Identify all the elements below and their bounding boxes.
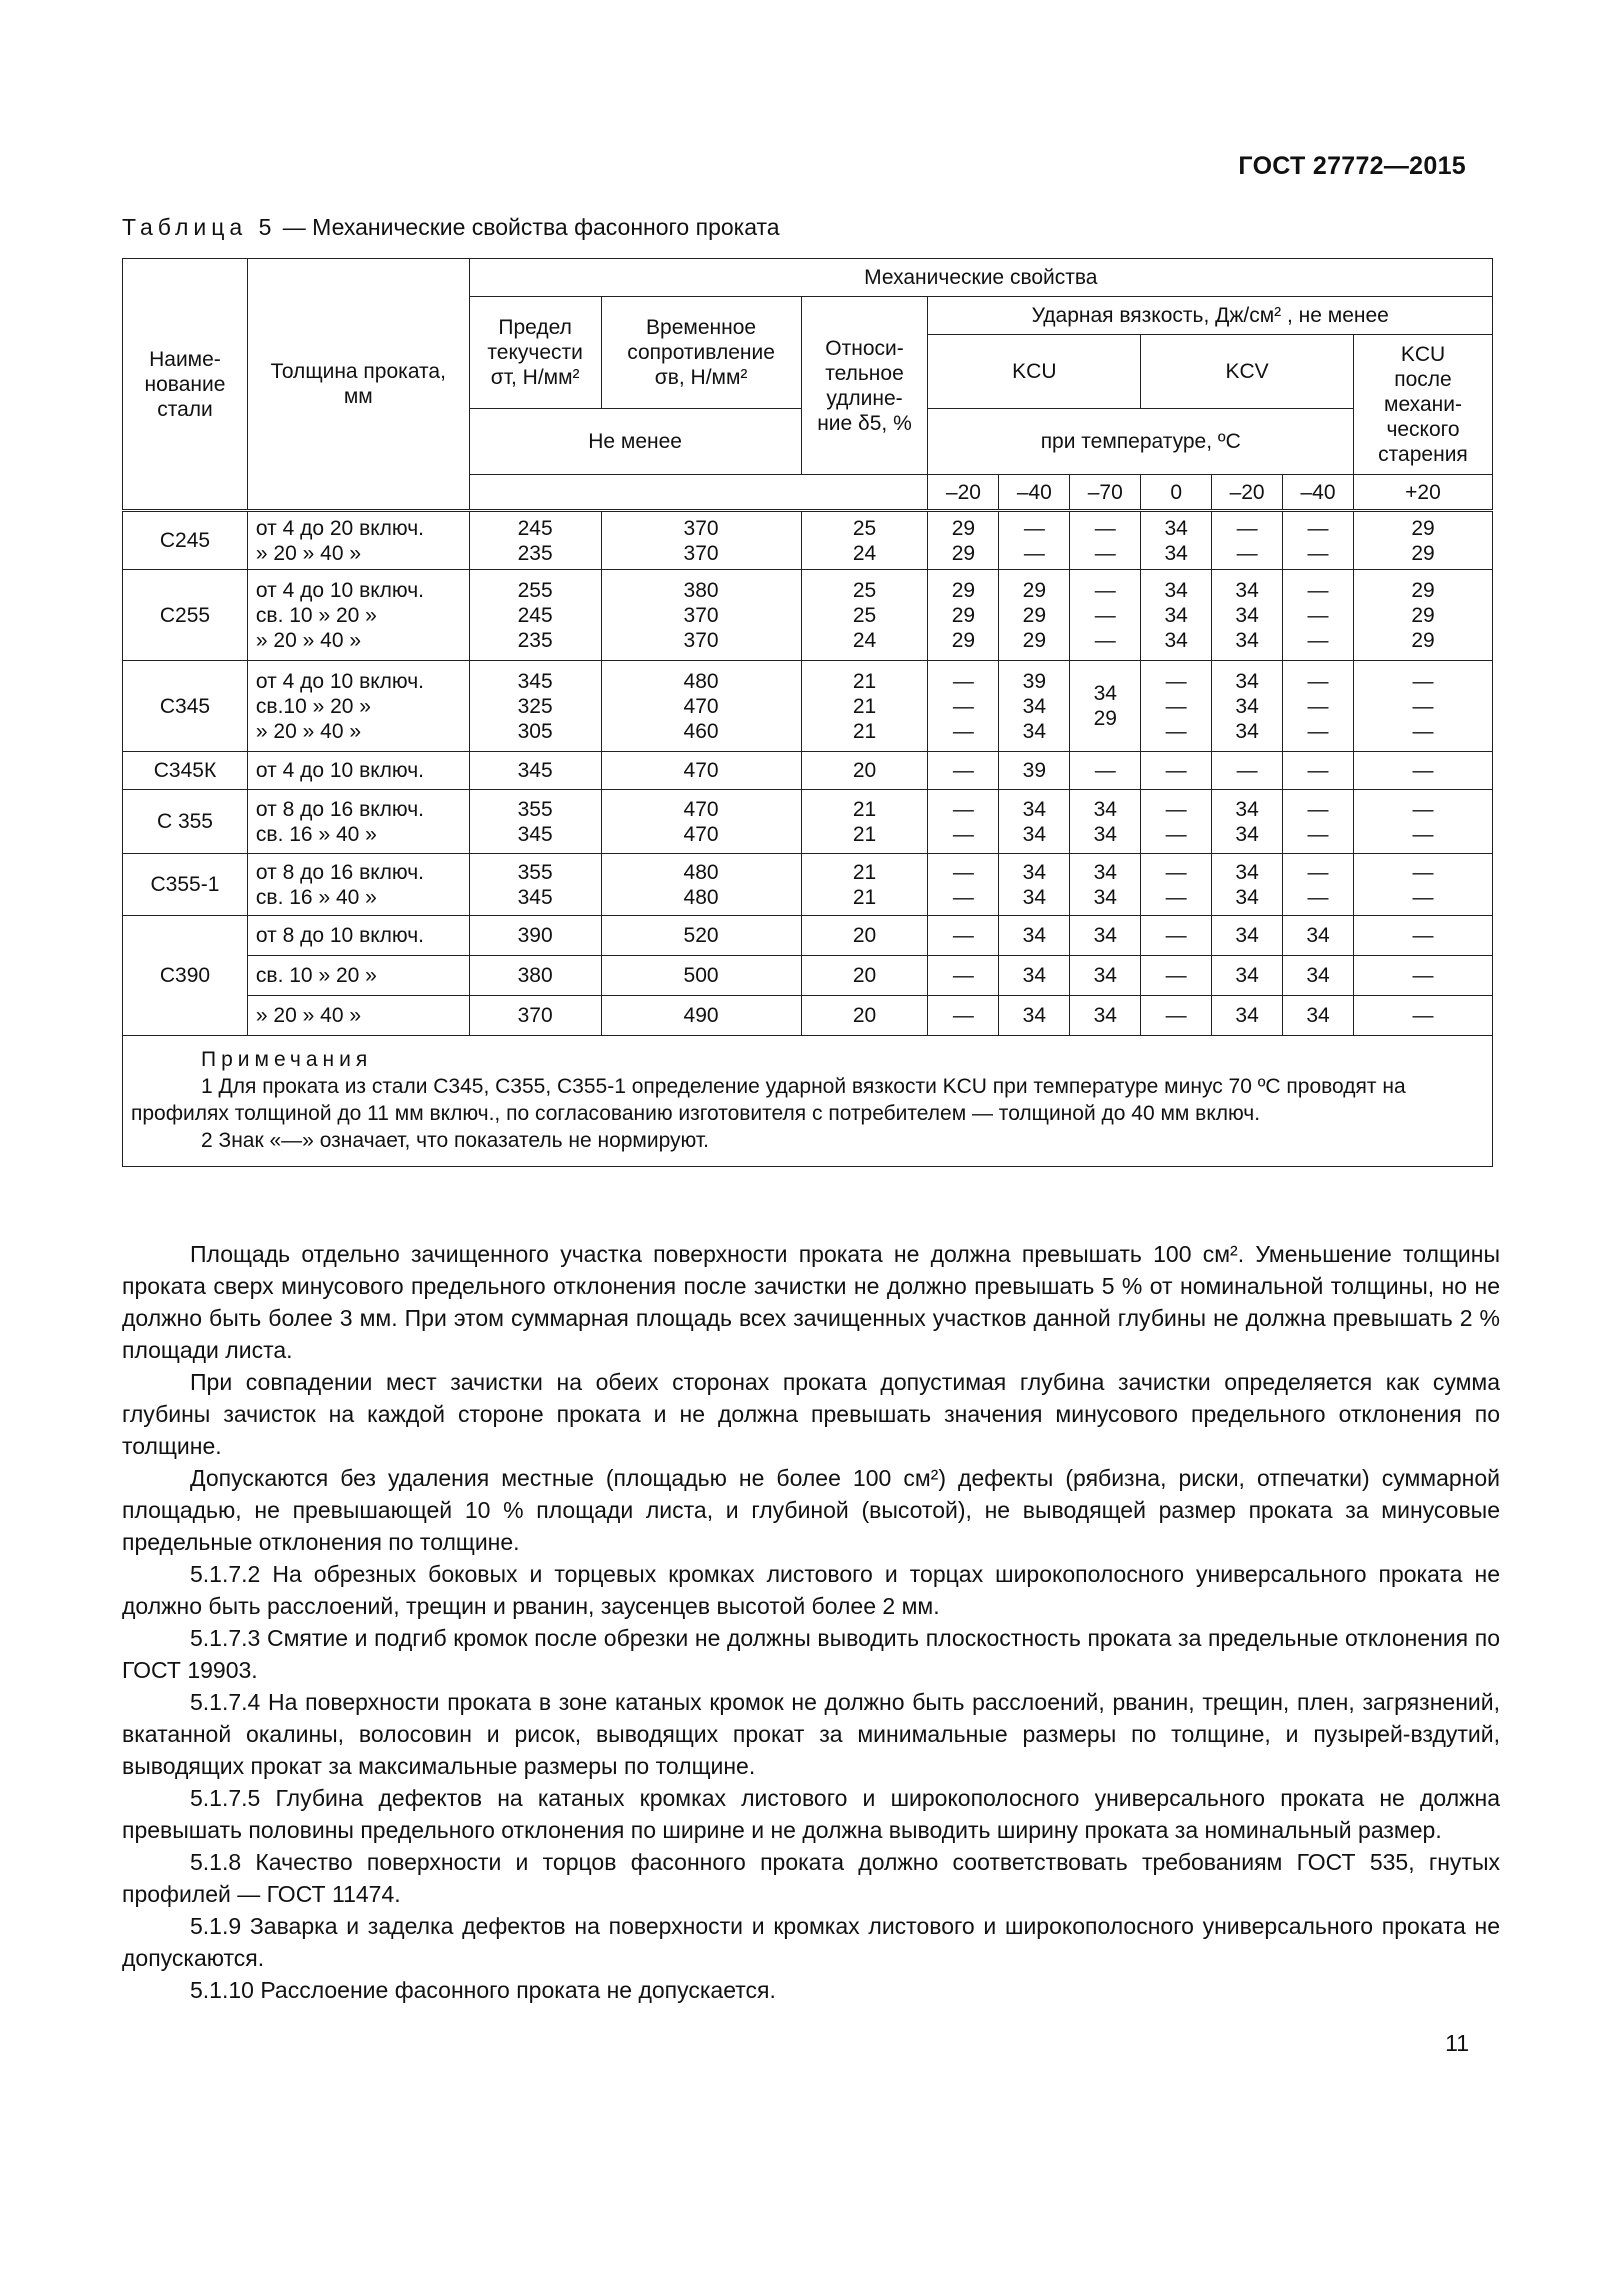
yield-cell: 390 <box>469 916 601 956</box>
table-caption <box>122 214 780 241</box>
paragraph: Площадь отдельно зачищенного участка поверхности проката не должна превышать 100 см². Уменьшение толщины проката сверх минусового предельного отклонения после зачистки не должно превышать 5 % от номинальной толщины, но не должно быть более 3 мм. При этом суммарная площадь всех зачищенных участков данной глубины не должна превышать 2 % площади листа. <box>122 1241 1500 1363</box>
elongation-cell: 25 24 <box>801 511 928 570</box>
tensile-cell: 520 <box>601 916 801 956</box>
kcu-aging-cell: — <box>1353 916 1492 956</box>
kcu-minus70-cell: — — <box>1070 511 1141 570</box>
header-impact-strength: Ударная вязкость, Дж/см² , не менее <box>928 297 1493 335</box>
paragraph: 5.1.9 Заварка и заделка дефектов на поверхности и кромках листового и широкополосного универсального проката не допускаются. <box>122 1913 1500 1971</box>
yield-cell: 345 <box>469 752 601 790</box>
kcu-minus70-cell: — <box>1070 752 1141 790</box>
kcu-minus20-cell: — — <box>928 790 999 854</box>
paragraph: Допускаются без удаления местные (площадью не более 100 см²) дефекты (рябизна, риски, отпечатки) суммарной площадью, не превышающей 10 % площади листа, и глубиной (высотой), не выводящей размер проката за минусовые предельные отклонения по толщине. <box>122 1465 1500 1555</box>
header-not-less: Не менее <box>469 409 801 475</box>
tensile-cell: 370 370 <box>601 511 801 570</box>
header-elongation: Относи- тельное удлине- ние δ5, % <box>801 297 928 475</box>
tensile-cell: 470 <box>601 752 801 790</box>
thickness-cell: св. 10 » 20 » <box>247 956 469 996</box>
temp-kcv-0: 0 <box>1141 475 1212 511</box>
body-text <box>122 1238 1500 2006</box>
kcu-minus40-cell: 39 34 34 <box>999 661 1070 752</box>
kcv-0-cell: — — <box>1141 790 1212 854</box>
kcu-minus20-cell: 29 29 <box>928 511 999 570</box>
elongation-cell: 25 25 24 <box>801 570 928 661</box>
thickness-cell: от 8 до 16 включ. св. 16 » 40 » <box>247 790 469 854</box>
tensile-cell: 480 470 460 <box>601 661 801 752</box>
kcv-0-cell: — <box>1141 916 1212 956</box>
header-kcv: KCV <box>1141 335 1354 409</box>
kcv-0-cell: 34 34 34 <box>1141 570 1212 661</box>
temp-aging-plus20: +20 <box>1353 475 1492 511</box>
kcu-minus70-cell: 34 <box>1070 956 1141 996</box>
kcv-minus20-cell: 34 <box>1212 916 1283 956</box>
table-row <box>123 996 1493 1036</box>
kcu-minus70-cell: 34 34 <box>1070 854 1141 916</box>
steel-name-cell: С 355 <box>123 790 248 854</box>
elongation-cell: 20 <box>801 996 928 1036</box>
kcv-minus40-cell: — — — <box>1283 570 1354 661</box>
kcu-aging-cell: 29 29 29 <box>1353 570 1492 661</box>
tensile-cell: 490 <box>601 996 801 1036</box>
thickness-cell: от 8 до 16 включ. св. 16 » 40 » <box>247 854 469 916</box>
header-kcu-aging: KCU после механи- ческого старения <box>1353 335 1492 475</box>
kcu-aging-cell: — <box>1353 752 1492 790</box>
kcu-minus20-cell: — — <box>928 854 999 916</box>
elongation-cell: 20 <box>801 916 928 956</box>
kcu-minus20-cell: 29 29 29 <box>928 570 999 661</box>
note-1: 1 Для проката из стали С345, С355, С355-1 определение ударной вязкости KCU при температуре минус 70 ºС проводят на профилях толщиной до 11 мм включ., по согласованию изготовителя с потребителем — толщиной до 40 мм включ. <box>131 1075 1406 1125</box>
temp-kcu-minus20: –20 <box>928 475 999 511</box>
temp-kcv-minus20: –20 <box>1212 475 1283 511</box>
kcv-0-cell: — — — <box>1141 661 1212 752</box>
yield-cell: 355 345 <box>469 790 601 854</box>
thickness-cell: от 4 до 10 включ. св.10 » 20 » » 20 » 40 » <box>247 661 469 752</box>
kcv-minus40-cell: — — — <box>1283 661 1354 752</box>
temp-kcu-minus40: –40 <box>999 475 1070 511</box>
header-steel-name: Наиме- нование стали <box>123 259 248 511</box>
yield-cell: 355 345 <box>469 854 601 916</box>
kcu-minus40-cell: 29 29 29 <box>999 570 1070 661</box>
kcv-minus20-cell: 34 <box>1212 996 1283 1036</box>
kcu-minus40-cell: 34 34 <box>999 790 1070 854</box>
steel-name-cell: С255 <box>123 570 248 661</box>
kcu-minus20-cell: — — — <box>928 661 999 752</box>
kcv-minus20-cell: 34 34 34 <box>1212 661 1283 752</box>
kcv-minus40-cell: — — <box>1283 511 1354 570</box>
header-mechanical-properties: Механические свойства <box>469 259 1492 297</box>
kcu-minus20-cell: — <box>928 956 999 996</box>
table-row <box>123 790 1493 854</box>
page-number: 11 <box>1445 2030 1469 2056</box>
header-tensile-strength: Временное сопротивление σв, Н/мм² <box>601 297 801 409</box>
table-caption-title: — Механические свойства фасонного проката <box>276 214 780 240</box>
header-yield-strength: Предел текучести σт, Н/мм² <box>469 297 601 409</box>
paragraph: При совпадении мест зачистки на обеих сторонах проката допустимая глубина зачистки определяется как сумма глубины зачисток на каждой стороне проката и не должна превышать значения минусового предельного отклонения по толщине. <box>122 1369 1500 1459</box>
kcv-minus20-cell: — — <box>1212 511 1283 570</box>
kcv-minus20-cell: 34 <box>1212 956 1283 996</box>
kcu-minus70-cell: 34 29 <box>1070 661 1141 752</box>
thickness-cell: от 8 до 10 включ. <box>247 916 469 956</box>
kcu-minus70-cell: 34 <box>1070 916 1141 956</box>
elongation-cell: 21 21 <box>801 790 928 854</box>
kcv-0-cell: — <box>1141 996 1212 1036</box>
paragraph: 5.1.8 Качество поверхности и торцов фасонного проката должно соответствовать требованиям ГОСТ 535, гнутых профилей — ГОСТ 11474. <box>122 1849 1500 1907</box>
temp-kcu-minus70: –70 <box>1070 475 1141 511</box>
yield-cell: 345 325 305 <box>469 661 601 752</box>
tensile-cell: 480 480 <box>601 854 801 916</box>
table-row <box>123 916 1493 956</box>
table-row <box>123 511 1493 570</box>
header-kcu: KCU <box>928 335 1141 409</box>
kcu-minus70-cell: — — — <box>1070 570 1141 661</box>
table-caption-number: Таблица 5 <box>122 214 277 240</box>
table-row <box>123 570 1493 661</box>
yield-cell: 370 <box>469 996 601 1036</box>
elongation-cell: 20 <box>801 752 928 790</box>
paragraph: 5.1.10 Расслоение фасонного проката не допускается. <box>190 1977 776 2003</box>
table-row <box>123 854 1493 916</box>
kcu-minus20-cell: — <box>928 996 999 1036</box>
kcu-minus40-cell: 34 <box>999 916 1070 956</box>
kcv-minus40-cell: — — <box>1283 854 1354 916</box>
header-spacer <box>469 475 928 511</box>
steel-name-cell: С355-1 <box>123 854 248 916</box>
kcu-minus40-cell: 34 34 <box>999 854 1070 916</box>
yield-cell: 255 245 235 <box>469 570 601 661</box>
kcv-0-cell: 34 34 <box>1141 511 1212 570</box>
kcu-minus40-cell: 34 <box>999 956 1070 996</box>
kcv-minus20-cell: 34 34 34 <box>1212 570 1283 661</box>
temp-kcv-minus40: –40 <box>1283 475 1354 511</box>
yield-cell: 380 <box>469 956 601 996</box>
mechanical-properties-table <box>122 258 1493 1167</box>
steel-name-cell: С245 <box>123 511 248 570</box>
kcu-aging-cell: 29 29 <box>1353 511 1492 570</box>
elongation-cell: 21 21 21 <box>801 661 928 752</box>
table-notes <box>123 1036 1493 1167</box>
document-code: ГОСТ 27772—2015 <box>1238 152 1466 180</box>
kcv-minus40-cell: 34 <box>1283 956 1354 996</box>
kcu-minus40-cell: — — <box>999 511 1070 570</box>
kcv-minus40-cell: 34 <box>1283 996 1354 1036</box>
table-row <box>123 661 1493 752</box>
kcu-minus40-cell: 34 <box>999 996 1070 1036</box>
kcv-0-cell: — — <box>1141 854 1212 916</box>
kcu-aging-cell: — <box>1353 956 1492 996</box>
paragraph: 5.1.7.5 Глубина дефектов на катаных кромках листового и широкополосного универсального проката не должна превышать половины предельного отклонения по ширине и не должна выводить ширину проката за номинальный размер. <box>122 1785 1500 1843</box>
paragraph: 5.1.7.3 Смятие и подгиб кромок после обрезки не должны выводить плоскостность проката за предельные отклонения по ГОСТ 19903. <box>122 1625 1500 1683</box>
kcu-aging-cell: — — <box>1353 790 1492 854</box>
thickness-cell: от 4 до 10 включ. св. 10 » 20 » » 20 » 40 » <box>247 570 469 661</box>
notes-title: Примечания <box>201 1048 373 1071</box>
steel-name-cell: С345 <box>123 661 248 752</box>
table-row <box>123 752 1493 790</box>
kcu-minus70-cell: 34 34 <box>1070 790 1141 854</box>
kcv-minus40-cell: — — <box>1283 790 1354 854</box>
thickness-cell: от 4 до 20 включ. » 20 » 40 » <box>247 511 469 570</box>
paragraph: 5.1.7.2 На обрезных боковых и торцевых кромках листового и торцах широкополосного универсального проката не должно быть расслоений, трещин и рванин, заусенцев высотой более 2 мм. <box>122 1561 1500 1619</box>
header-temperature: при температуре, ºC <box>928 409 1354 475</box>
kcv-minus40-cell: — <box>1283 752 1354 790</box>
thickness-cell: от 4 до 10 включ. <box>247 752 469 790</box>
kcu-aging-cell: — <box>1353 996 1492 1036</box>
kcu-minus70-cell: 34 <box>1070 996 1141 1036</box>
header-thickness: Толщина проката, мм <box>247 259 469 511</box>
steel-name-cell: С345К <box>123 752 248 790</box>
steel-name-cell: С390 <box>123 916 248 1036</box>
kcv-minus20-cell: 34 34 <box>1212 790 1283 854</box>
elongation-cell: 21 21 <box>801 854 928 916</box>
kcu-aging-cell: — — — <box>1353 661 1492 752</box>
tensile-cell: 380 370 370 <box>601 570 801 661</box>
kcv-0-cell: — <box>1141 956 1212 996</box>
kcv-minus20-cell: — <box>1212 752 1283 790</box>
kcu-aging-cell: — — <box>1353 854 1492 916</box>
elongation-cell: 20 <box>801 956 928 996</box>
tensile-cell: 470 470 <box>601 790 801 854</box>
kcv-0-cell: — <box>1141 752 1212 790</box>
kcv-minus40-cell: 34 <box>1283 916 1354 956</box>
thickness-cell: » 20 » 40 » <box>247 996 469 1036</box>
kcu-minus20-cell: — <box>928 916 999 956</box>
paragraph: 5.1.7.4 На поверхности проката в зоне катаных кромок не должно быть расслоений, рванин, трещин, плен, загрязнений, вкатанной окалины, волосовин и рисок, выводящих прокат за минимальные размеры по толщине, и пузырей-вздутий, выводящих прокат за максимальные размеры по толщине. <box>122 1689 1500 1779</box>
table-row <box>123 956 1493 996</box>
kcv-minus20-cell: 34 34 <box>1212 854 1283 916</box>
kcu-minus20-cell: — <box>928 752 999 790</box>
yield-cell: 245 235 <box>469 511 601 570</box>
table-notes-row <box>123 1036 1493 1167</box>
kcu-minus40-cell: 39 <box>999 752 1070 790</box>
tensile-cell: 500 <box>601 956 801 996</box>
note-2: 2 Знак «—» означает, что показатель не нормируют. <box>201 1129 709 1152</box>
